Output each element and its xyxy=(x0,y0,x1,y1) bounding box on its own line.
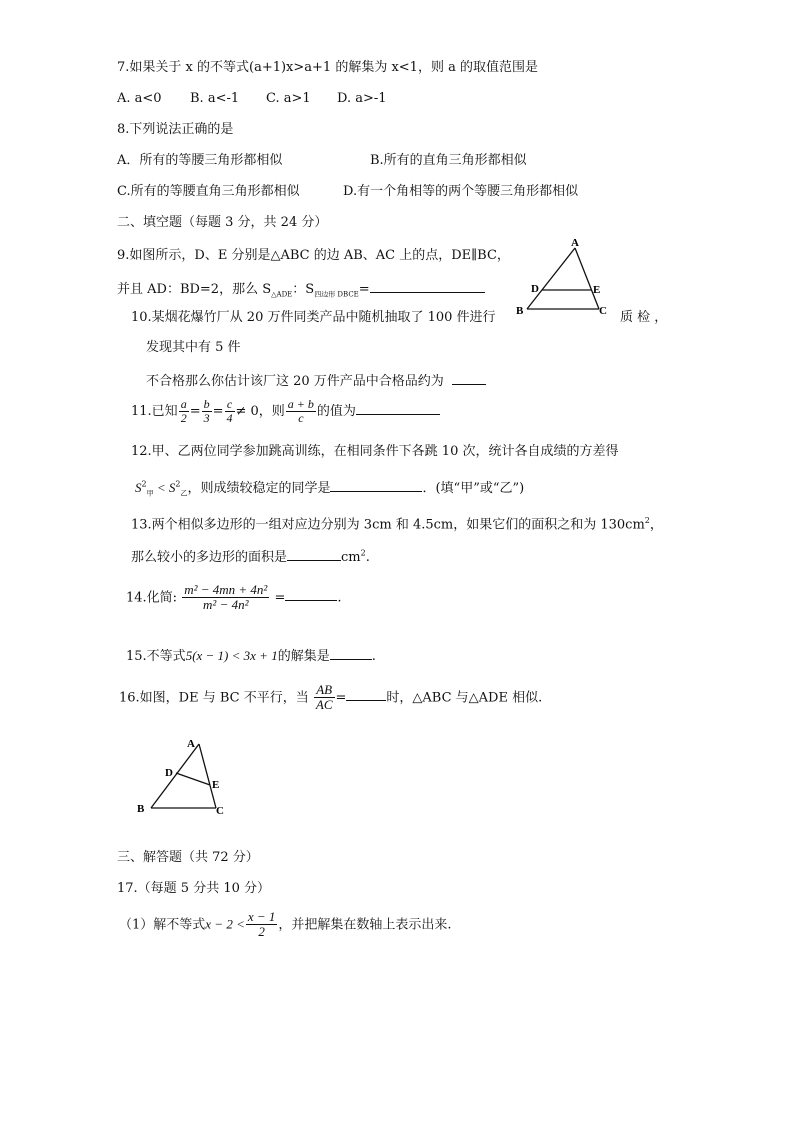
q9-label-a: A xyxy=(571,237,579,249)
q13-answer-blank xyxy=(287,547,341,561)
q12-line1: 12.甲、乙两位同学参加跳高训练，在相同条件下各跳 10 次，统计各自成绩的方差得 xyxy=(131,444,619,459)
q16: 16.如图，DE 与 BC 不平行，当 $\frac{AB}{AC}$ = 时，△ABC 与△ADE 相似. xyxy=(119,682,543,713)
q16-label-c: C xyxy=(216,805,224,817)
q8-stem: 8.下列说法正确的是 xyxy=(117,122,234,137)
q8-option-a: A．所有的等腰三角形都相似 xyxy=(117,153,283,168)
q10-answer-blank xyxy=(452,371,486,385)
q16-label-b: B xyxy=(137,803,145,815)
q16-label-e: E xyxy=(212,779,220,791)
q8-option-c: C.所有的等腰直角三角形都相似 xyxy=(117,184,300,199)
q17-stem: 17.（每题 5 分共 10 分） xyxy=(117,881,271,896)
q16-label-d: D xyxy=(165,767,173,779)
q9-label-d: D xyxy=(531,283,539,295)
q9-line1: 9.如图所示，D、E 分别是△ABC 的边 AB、AC 上的点，DE∥BC， xyxy=(117,248,510,263)
q10-line1-end: 质 检 ， xyxy=(620,310,668,325)
q17-part1: （1）解不等式x − 2 < $\frac{x - 1}{2}$ ，并把解集在数轴上表示出来. xyxy=(119,909,452,940)
q7-option-d: D. a>-1 xyxy=(337,91,387,106)
q14-answer-blank xyxy=(285,587,337,601)
q10-line3: 不合格那么你估计该厂这 20 万件产品中合格品约为 xyxy=(146,371,486,390)
q16-triangle-figure xyxy=(132,730,238,820)
q10-line2: 发现其中有 5 件 xyxy=(146,340,241,355)
q7-option-b: B. a<-1 xyxy=(190,91,240,106)
section-2-heading: 二、填空题（每题 3 分，共 24 分） xyxy=(117,215,328,230)
q11: 11.已知 $\frac{a}{2}$ = $\frac{b}{3}$ = $\frac{c}{4}$ ≠ 0，则 $\frac{a + b}{c}$ 的值为 xyxy=(131,398,440,425)
q15: 15.不等式5(x − 1) < 3x + 1的解集是 . xyxy=(126,648,376,664)
q9-label-b: B xyxy=(516,305,524,317)
q9-answer-blank xyxy=(370,279,485,293)
q12-line2: $S^2_甲 < S^2_乙$，则成绩较稳定的同学是 ．(填“甲”或“乙”) xyxy=(135,479,525,498)
q13-line1: 13.两个相似多边形的一组对应边分别为 3cm 和 4.5cm，如果它们的面积之和为 $130cm^2$， xyxy=(131,516,663,533)
section-3-heading: 三、解答题（共 72 分） xyxy=(117,850,259,865)
q7-stem: 7.如果关于 x 的不等式(a+1)x>a+1 的解集为 x<1，则 a 的取值范围是 xyxy=(117,60,538,75)
q7-option-c: C. a>1 xyxy=(266,91,311,106)
q11-answer-blank xyxy=(356,401,440,415)
q10-line1: 10.某烟花爆竹厂从 20 万件同类产品中随机抽取了 100 件进行 xyxy=(131,310,496,325)
q14: 14.化简: $\frac{\text{m² − 4mn + 4n²}}{\text{m² − 4n²}}$ = . xyxy=(126,582,342,613)
q9-label-c: C xyxy=(599,305,607,317)
q13-line2: 那么较小的多边形的面积是 $cm^2$. xyxy=(131,548,370,565)
q9-label-e: E xyxy=(593,284,601,296)
q9-line2: 并且 AD：BD=2，那么 $S_{\triangle ADE}$：$S_{四边形 DBCE}=$ xyxy=(117,279,485,299)
q12-answer-blank xyxy=(330,478,422,492)
q8-option-d: D.有一个角相等的两个等腰三角形都相似 xyxy=(343,184,579,199)
q8-option-b: B.所有的直角三角形都相似 xyxy=(370,153,527,168)
q15-answer-blank xyxy=(330,646,372,660)
q16-answer-blank xyxy=(346,687,386,701)
q7-option-a: A. a<0 xyxy=(117,91,162,106)
q9-triangle-figure xyxy=(512,236,612,318)
q16-label-a: A xyxy=(187,738,195,750)
